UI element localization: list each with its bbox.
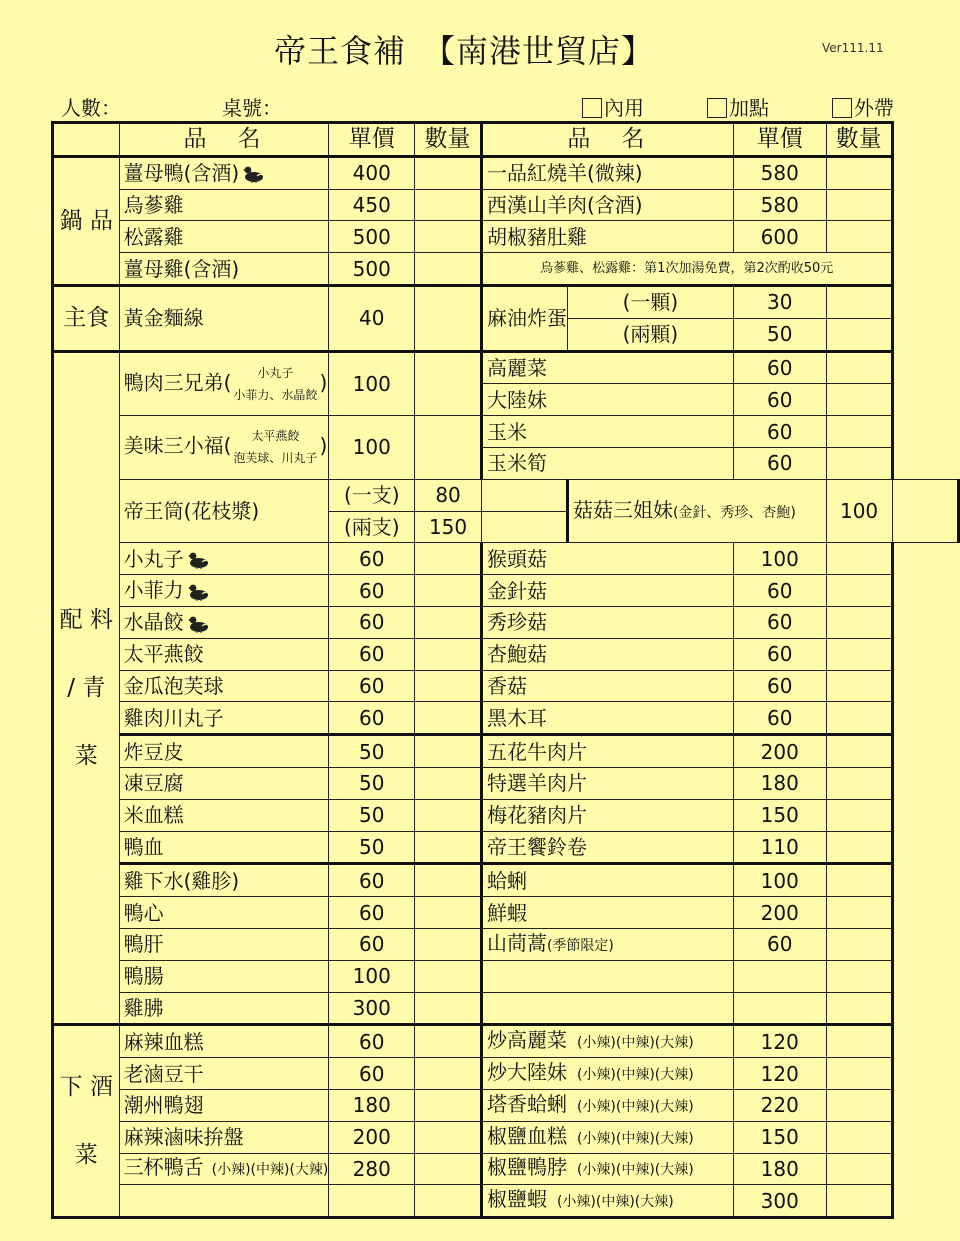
item-price: 180 (329, 1089, 415, 1121)
item-price: 60 (329, 702, 415, 735)
quantity-cell[interactable] (415, 1025, 482, 1058)
item-name: 特選羊肉片 (481, 767, 733, 799)
quantity-cell[interactable] (415, 1153, 482, 1185)
item-name: 水晶餃 (119, 606, 329, 638)
quantity-cell[interactable] (415, 253, 482, 286)
quantity-cell[interactable] (826, 285, 892, 318)
quantity-cell[interactable] (826, 928, 892, 960)
page-title: 帝王食補 【南港世貿店】 (274, 32, 655, 70)
item-name: 椒鹽血糕 (小辣)(中辣)(大辣) (481, 1121, 733, 1153)
item-price: 500 (329, 253, 415, 286)
item-name: 黑木耳 (481, 702, 733, 735)
quantity-cell[interactable] (415, 928, 482, 960)
item-name: 西漢山羊肉(含酒) (481, 189, 733, 221)
people-count-label: 人數： (61, 96, 121, 120)
item-name: 烏蔘雞 (119, 189, 329, 221)
table-row (53, 1121, 959, 1153)
quantity-cell[interactable] (826, 897, 892, 929)
item-name: 雞下水(雞胗) (119, 864, 329, 897)
item-price: 150 (415, 511, 482, 543)
quantity-cell[interactable] (826, 638, 892, 670)
item-name: 黃金麵線 (119, 285, 329, 351)
quantity-cell[interactable] (415, 416, 482, 480)
item-price: 60 (733, 606, 826, 638)
quantity-cell[interactable] (826, 543, 892, 575)
item-price: 200 (733, 897, 826, 929)
item-price: 50 (329, 799, 415, 831)
quantity-cell[interactable] (415, 735, 482, 768)
item-price: 60 (733, 447, 826, 479)
category-snacks: 下 酒 菜 (53, 1025, 120, 1218)
quantity-cell[interactable] (415, 670, 482, 702)
item-name: 大陸妹 (481, 384, 733, 416)
item-price: 180 (733, 767, 826, 799)
item-name (481, 960, 733, 992)
dine-in-checkbox[interactable] (582, 98, 602, 118)
quantity-cell[interactable] (826, 1185, 892, 1218)
item-price: 60 (329, 1058, 415, 1090)
item-name: 五花牛肉片 (481, 735, 733, 768)
table-row (53, 1058, 959, 1090)
item-price: 200 (329, 1121, 415, 1153)
duck-icon (243, 165, 265, 183)
item-price: 500 (329, 221, 415, 253)
table-row (53, 799, 959, 831)
quantity-cell[interactable] (826, 606, 892, 638)
item-name: 一品紅燒羊(微辣) (481, 156, 733, 189)
item-price (733, 960, 826, 992)
quantity-cell[interactable] (415, 351, 482, 416)
item-price: 120 (733, 1025, 826, 1058)
item-name: 雞胇 (119, 992, 329, 1025)
category-pot: 鍋 品 (53, 156, 120, 285)
quantity-cell[interactable] (415, 543, 482, 575)
item-price: 60 (329, 543, 415, 575)
quantity-cell[interactable] (892, 479, 959, 543)
option-label: (兩顆) (567, 318, 733, 351)
table-row (53, 702, 959, 735)
quantity-cell[interactable] (415, 1185, 482, 1218)
table-row (53, 897, 959, 929)
quantity-cell[interactable] (415, 285, 482, 351)
item-price: 60 (329, 1025, 415, 1058)
item-name: 玉米 (481, 416, 733, 448)
item-name: 菇菇三姐妹(金針、秀珍、杏鮑) (567, 479, 826, 543)
option-label: (一顆) (567, 285, 733, 318)
quantity-cell[interactable] (826, 831, 892, 864)
quantity-cell[interactable] (415, 897, 482, 929)
item-price: 60 (733, 670, 826, 702)
item-price: 100 (826, 479, 892, 543)
item-price: 300 (329, 992, 415, 1025)
table-row (53, 1185, 959, 1218)
item-name: 麻辣滷味拚盤 (119, 1121, 329, 1153)
table-row (53, 735, 959, 768)
item-price: 120 (733, 1058, 826, 1090)
quantity-cell[interactable] (826, 992, 892, 1025)
quantity-cell[interactable] (415, 767, 482, 799)
table-row (53, 606, 959, 638)
order-form-table (51, 121, 960, 1219)
item-name: 金針菇 (481, 575, 733, 607)
table-number-label: 桌號： (222, 96, 282, 120)
item-price: 580 (733, 189, 826, 221)
quantity-cell[interactable] (415, 960, 482, 992)
table-row (53, 1089, 959, 1121)
quantity-cell[interactable] (826, 447, 892, 479)
duck-icon (188, 615, 210, 633)
item-price: 150 (733, 1121, 826, 1153)
item-name: 鴨血 (119, 831, 329, 864)
quantity-cell[interactable] (415, 575, 482, 607)
item-name: 椒鹽鴨脖 (小辣)(中辣)(大辣) (481, 1153, 733, 1185)
item-name: 鴨腸 (119, 960, 329, 992)
item-price: 100 (329, 960, 415, 992)
item-name: 梅花豬肉片 (481, 799, 733, 831)
item-name: 太平燕餃 (119, 638, 329, 670)
item-name: 米血糕 (119, 799, 329, 831)
item-price: 50 (329, 735, 415, 768)
table-row (53, 416, 959, 448)
quantity-cell[interactable] (415, 606, 482, 638)
quantity-cell[interactable] (826, 1058, 892, 1090)
item-price: 280 (329, 1153, 415, 1185)
quantity-cell[interactable] (415, 799, 482, 831)
quantity-cell[interactable] (415, 156, 482, 189)
item-price: 450 (329, 189, 415, 221)
item-price: 100 (733, 864, 826, 897)
quantity-cell[interactable] (415, 1058, 482, 1090)
quantity-cell[interactable] (826, 221, 892, 253)
item-price: 60 (733, 575, 826, 607)
item-name (119, 1185, 329, 1218)
item-price: 60 (329, 928, 415, 960)
item-name: 蛤蜊 (481, 864, 733, 897)
item-name: 鴨心 (119, 897, 329, 929)
quantity-cell[interactable] (826, 864, 892, 897)
item-name: 帝王筒(花枝漿) (119, 479, 329, 543)
quantity-cell[interactable] (826, 767, 892, 799)
table-row (53, 253, 959, 286)
item-name: 猴頭菇 (481, 543, 733, 575)
category-sides: 配 料 / 青 菜 (53, 351, 120, 1025)
takeout-option[interactable]: 外帶 (832, 92, 894, 121)
item-price: 80 (415, 479, 482, 511)
item-name: 秀珍菇 (481, 606, 733, 638)
item-name: 麻油炸蛋 (481, 285, 567, 351)
item-name: 松露雞 (119, 221, 329, 253)
table-row (53, 992, 959, 1025)
table-row (53, 960, 959, 992)
item-name: 薑母鴨(含酒) (119, 156, 329, 189)
quantity-cell[interactable] (826, 702, 892, 735)
quantity-cell[interactable] (415, 189, 482, 221)
item-price: 60 (733, 638, 826, 670)
item-name: 炒大陸妹 (小辣)(中辣)(大辣) (481, 1058, 733, 1090)
item-price: 60 (329, 575, 415, 607)
item-name: 凍豆腐 (119, 767, 329, 799)
category-staple: 主食 (53, 285, 120, 351)
pot-note: 烏蔘雞、松露雞：第1次加湯免費，第2次酌收50元 (481, 253, 892, 286)
quantity-cell[interactable] (415, 992, 482, 1025)
table-row (53, 638, 959, 670)
item-price: 300 (733, 1185, 826, 1218)
item-name: 椒鹽蝦 (小辣)(中辣)(大辣) (481, 1185, 733, 1218)
takeout-checkbox[interactable] (832, 98, 852, 118)
item-name: 金瓜泡芙球 (119, 670, 329, 702)
version-label: Ver111.11 (822, 41, 884, 55)
quantity-cell[interactable] (415, 221, 482, 253)
item-price: 600 (733, 221, 826, 253)
item-price: 400 (329, 156, 415, 189)
item-price: 220 (733, 1089, 826, 1121)
item-price: 100 (733, 543, 826, 575)
quantity-cell[interactable] (826, 384, 892, 416)
item-price: 60 (733, 416, 826, 448)
column-header-name: 品 名 (119, 123, 329, 157)
quantity-cell[interactable] (481, 511, 567, 543)
item-price: 150 (733, 799, 826, 831)
quantity-cell[interactable] (826, 156, 892, 189)
quantity-cell[interactable] (415, 831, 482, 864)
item-name: 三杯鴨舌 (小辣)(中辣)(大辣) (119, 1153, 329, 1185)
quantity-cell[interactable] (826, 670, 892, 702)
item-price: 40 (329, 285, 415, 351)
table-row (53, 123, 959, 157)
combo-name: 美味三小福( 太平燕餃 泡芙球、川丸子 ) (119, 416, 329, 480)
quantity-cell[interactable] (481, 479, 567, 511)
item-price (329, 1185, 415, 1218)
item-price: 60 (329, 864, 415, 897)
item-price: 100 (329, 351, 415, 416)
item-price: 50 (329, 831, 415, 864)
table-row (53, 351, 959, 384)
item-name: 玉米筍 (481, 447, 733, 479)
item-price: 60 (733, 351, 826, 384)
table-row (53, 543, 959, 575)
quantity-cell[interactable] (415, 1121, 482, 1153)
quantity-cell[interactable] (415, 1089, 482, 1121)
table-row (53, 189, 959, 221)
item-price: 30 (733, 285, 826, 318)
table-row (53, 767, 959, 799)
option-label: (兩支) (329, 511, 415, 543)
table-row (53, 1025, 959, 1058)
table-row (53, 928, 959, 960)
item-name: 香菇 (481, 670, 733, 702)
column-header-name: 品 名 (481, 123, 733, 157)
item-name: 塔香蛤蜊 (小辣)(中辣)(大辣) (481, 1089, 733, 1121)
item-price: 60 (733, 384, 826, 416)
item-name: 老滷豆干 (119, 1058, 329, 1090)
item-price: 200 (733, 735, 826, 768)
item-price: 180 (733, 1153, 826, 1185)
item-price: 110 (733, 831, 826, 864)
item-price: 60 (733, 928, 826, 960)
item-price: 60 (733, 702, 826, 735)
item-name: 薑母雞(含酒) (119, 253, 329, 286)
quantity-cell[interactable] (826, 189, 892, 221)
quantity-cell[interactable] (826, 318, 892, 351)
duck-icon (188, 583, 210, 601)
item-name: 炸豆皮 (119, 735, 329, 768)
item-price: 60 (329, 606, 415, 638)
item-price: 60 (329, 638, 415, 670)
add-order-checkbox[interactable] (707, 98, 727, 118)
item-name: 杏鮑菇 (481, 638, 733, 670)
item-price (733, 992, 826, 1025)
quantity-cell[interactable] (826, 351, 892, 384)
item-name: 潮州鴨翅 (119, 1089, 329, 1121)
item-name: 鴨肝 (119, 928, 329, 960)
table-row (53, 864, 959, 897)
table-row (53, 575, 959, 607)
quantity-cell[interactable] (826, 575, 892, 607)
item-name: 帝王饗鈴卷 (481, 831, 733, 864)
quantity-cell[interactable] (415, 864, 482, 897)
quantity-cell[interactable] (826, 799, 892, 831)
item-price: 50 (733, 318, 826, 351)
quantity-cell[interactable] (826, 735, 892, 768)
item-name: 高麗菜 (481, 351, 733, 384)
item-name: 雞肉川丸子 (119, 702, 329, 735)
item-price: 100 (329, 416, 415, 480)
quantity-cell[interactable] (826, 1153, 892, 1185)
table-row (53, 156, 959, 189)
quantity-cell[interactable] (826, 1121, 892, 1153)
column-header-qty: 數量 (826, 123, 892, 157)
table-row (53, 670, 959, 702)
table-row (53, 831, 959, 864)
duck-icon (188, 551, 210, 569)
item-name: 胡椒豬肚雞 (481, 221, 733, 253)
option-label: (一支) (329, 479, 415, 511)
column-header-price: 單價 (329, 123, 415, 157)
item-name: 小菲力 (119, 575, 329, 607)
quantity-cell[interactable] (826, 416, 892, 448)
item-price: 580 (733, 156, 826, 189)
combo-name: 鴨肉三兄弟( 小丸子 小菲力、水晶餃 ) (119, 351, 329, 416)
item-name (481, 992, 733, 1025)
item-name: 炒高麗菜 (小辣)(中辣)(大辣) (481, 1025, 733, 1058)
quantity-cell[interactable] (826, 1089, 892, 1121)
quantity-cell[interactable] (415, 638, 482, 670)
item-name: 小丸子 (119, 543, 329, 575)
dine-in-option[interactable]: 內用 (582, 92, 644, 121)
add-order-option[interactable]: 加點 (707, 92, 769, 121)
item-name: 麻辣血糕 (119, 1025, 329, 1058)
item-price: 60 (329, 670, 415, 702)
item-name: 鮮蝦 (481, 897, 733, 929)
item-price: 50 (329, 767, 415, 799)
column-header-price: 單價 (733, 123, 826, 157)
quantity-cell[interactable] (826, 960, 892, 992)
column-header-qty: 數量 (415, 123, 482, 157)
table-row (53, 285, 959, 318)
quantity-cell[interactable] (415, 702, 482, 735)
table-row (53, 479, 959, 511)
table-row (53, 221, 959, 253)
item-name: 山茼蒿(季節限定) (481, 928, 733, 960)
quantity-cell[interactable] (826, 1025, 892, 1058)
item-price: 60 (329, 897, 415, 929)
table-row (53, 1153, 959, 1185)
